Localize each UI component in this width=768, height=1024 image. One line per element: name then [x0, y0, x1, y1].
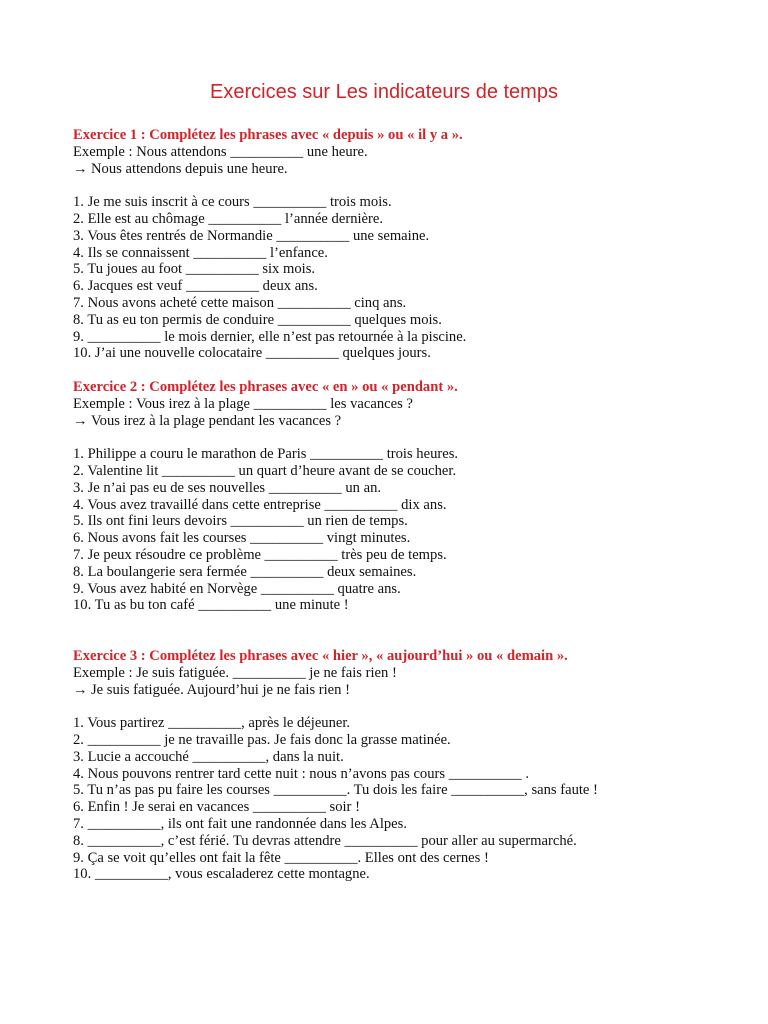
exercise-item: 8. __________, c’est férié. Tu devras attendre __________ pour aller au supermarché. [73, 832, 577, 849]
answer-text: Nous attendons depuis une heure. [91, 160, 288, 177]
arrow-right-icon: → [73, 681, 88, 698]
exercise-item: 6. Nous avons fait les courses __________ vingt minutes. [73, 530, 411, 547]
exercise-example: Exemple : Je suis fatiguée. __________ je ne fais rien ! [73, 664, 397, 681]
exercise-item: 5. Ils ont fini leurs devoirs __________ un rien de temps. [73, 513, 408, 530]
exercise-example: Exemple : Vous irez à la plage __________ les vacances ? [73, 395, 413, 412]
exercise-item: 2. Elle est au chômage __________ l’année dernière. [73, 210, 384, 227]
exercise-item: 7. Nous avons acheté cette maison __________ cinq ans. [73, 294, 407, 311]
exercise-item: 5. Tu joues au foot __________ six mois. [73, 261, 316, 278]
exercise-1 [73, 127, 733, 362]
exercise-item: 6. Jacques est veuf __________ deux ans. [73, 278, 318, 295]
exercise-heading: Exercice 1 : Complétez les phrases avec « depuis » ou « il y a ». [73, 127, 463, 143]
exercise-item: 10. Tu as bu ton café __________ une minute ! [73, 597, 349, 614]
spacer [73, 698, 733, 715]
exercise-item: 1. Philippe a couru le marathon de Paris __________ trois heures. [73, 446, 459, 463]
exercise-example: Exemple : Nous attendons __________ une heure. [73, 143, 368, 160]
exercise-item: 4. Ils se connaissent __________ l’enfance. [73, 244, 328, 261]
exercise-answer [73, 682, 733, 699]
spacer [73, 177, 733, 194]
exercise-item: 1. Je me suis inscrit à ce cours __________ trois mois. [73, 194, 392, 211]
arrow-right-icon: → [73, 160, 88, 177]
exercise-2 [73, 379, 733, 614]
exercise-item: 3. Je n’ai pas eu de ses nouvelles __________ un an. [73, 479, 382, 496]
exercise-item: 9. __________ le mois dernier, elle n’est pas retournée à la piscine. [73, 328, 467, 345]
exercise-answer [73, 413, 733, 430]
arrow-right-icon: → [73, 412, 88, 429]
exercise-item: 4. Vous avez travaillé dans cette entreprise __________ dix ans. [73, 496, 447, 513]
exercise-item: 2. Valentine lit __________ un quart d’heure avant de se coucher. [73, 462, 457, 479]
exercise-item: 3. Vous êtes rentrés de Normandie __________ une semaine. [73, 227, 430, 244]
exercise-item: 8. Tu as eu ton permis de conduire __________ quelques mois. [73, 311, 442, 328]
exercise-item: 8. La boulangerie sera fermée __________ deux semaines. [73, 563, 417, 580]
exercise-item: 3. Lucie a accouché __________, dans la nuit. [73, 748, 344, 765]
answer-text: Je suis fatiguée. Aujourd’hui je ne fais rien ! [91, 681, 350, 698]
exercise-item: 9. Ça se voit qu’elles ont fait la fête __________. Elles ont des cernes ! [73, 849, 489, 866]
answer-text: Vous irez à la plage pendant les vacances ? [91, 412, 342, 429]
exercise-item: 4. Nous pouvons rentrer tard cette nuit : nous n’avons pas cours __________ . [73, 765, 529, 782]
exercise-answer [73, 161, 733, 178]
exercise-heading: Exercice 2 : Complétez les phrases avec « en » ou « pendant ». [73, 379, 458, 395]
page-title: Exercices sur Les indicateurs de temps [210, 81, 558, 103]
exercise-3 [73, 648, 733, 883]
spacer [73, 429, 733, 446]
exercise-item: 9. Vous avez habité en Norvège __________ quatre ans. [73, 580, 401, 597]
exercise-item: 5. Tu n’as pas pu faire les courses __________. Tu dois les faire __________, sans faute ! [73, 782, 598, 799]
exercise-item: 10. __________, vous escaladerez cette montagne. [73, 866, 370, 883]
exercise-item: 7. __________, ils ont fait une randonnée dans les Alpes. [73, 815, 407, 832]
exercise-item: 1. Vous partirez __________, après le déjeuner. [73, 715, 351, 732]
exercise-item: 2. __________ je ne travaille pas. Je fais donc la grasse matinée. [73, 731, 451, 748]
exercise-heading: Exercice 3 : Complétez les phrases avec « hier », « aujourd’hui » ou « demain ». [73, 648, 568, 664]
exercise-item: 7. Je peux résoudre ce problème __________ très peu de temps. [73, 546, 447, 563]
exercise-item: 10. J’ai une nouvelle colocataire __________ quelques jours. [73, 345, 431, 362]
exercise-item: 6. Enfin ! Je serai en vacances __________ soir ! [73, 799, 360, 816]
